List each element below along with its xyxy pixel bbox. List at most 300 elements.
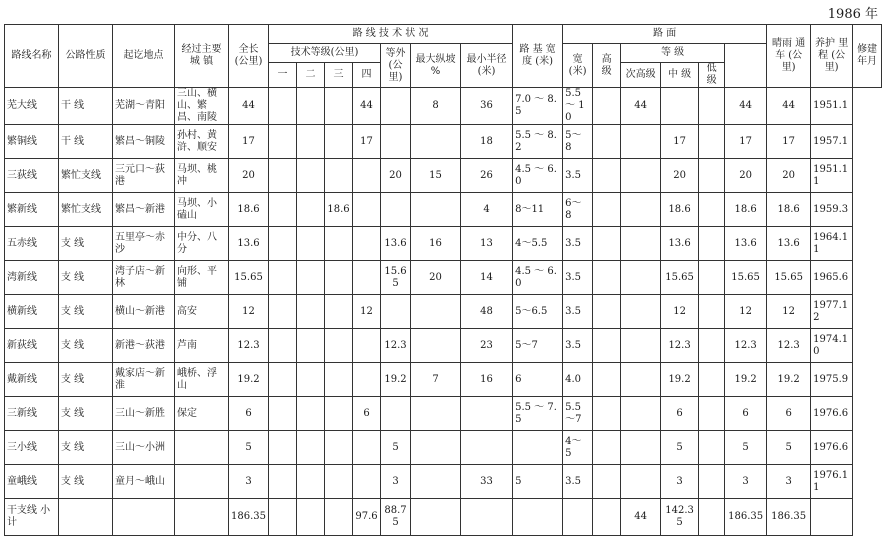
pavement-width-cell: 3.5	[563, 465, 593, 499]
min-radius-cell: 14	[461, 261, 513, 295]
all-weather-km-cell: 17	[725, 125, 767, 159]
table-row	[5, 193, 882, 227]
all-weather-km-cell: 5	[725, 431, 767, 465]
pavement-sub-high-cell	[621, 431, 661, 465]
grade-1-km-cell	[269, 193, 297, 227]
outer-km-cell: 20	[381, 159, 411, 193]
roadbed-width-cell: 5.5 ～ 7.5	[513, 397, 563, 431]
pavement-low-cell	[699, 193, 725, 227]
route-length-cell: 18.6	[229, 193, 269, 227]
min-radius-cell: 36	[461, 88, 513, 125]
route-name-cell: 繁新线	[5, 193, 59, 227]
route-range-cell: 三元口～荻港	[113, 159, 175, 193]
header-grade-4: 四	[353, 63, 381, 88]
grade-2-km-cell	[297, 261, 325, 295]
maintained-km-cell: 6	[767, 397, 811, 431]
route-range-cell: 戴家店～新淮	[113, 363, 175, 397]
route-towns-cell: 中分、八分	[175, 227, 229, 261]
table-row	[5, 397, 882, 431]
pavement-low-cell	[699, 227, 725, 261]
pavement-sub-high-cell	[621, 159, 661, 193]
pavement-high-cell	[593, 159, 621, 193]
built-date-cell: 1964.11	[811, 227, 853, 261]
route-towns-cell: 保定	[175, 397, 229, 431]
route-nature-cell: 支 线	[59, 261, 113, 295]
all-weather-km-cell: 6	[725, 397, 767, 431]
route-name-cell: 湾新线	[5, 261, 59, 295]
pavement-low-cell	[699, 431, 725, 465]
roadbed-width-cell: 4.5 ～ 6.0	[513, 159, 563, 193]
pavement-high-cell	[593, 329, 621, 363]
grade-4-km-cell: 44	[353, 88, 381, 125]
table-row	[5, 363, 882, 397]
grade-3-km-cell	[325, 431, 353, 465]
table-row	[5, 227, 882, 261]
grade-2-km-cell	[297, 329, 325, 363]
grade-2-km-cell	[297, 88, 325, 125]
grade-3-km-cell	[325, 397, 353, 431]
grade-4-km-cell	[353, 465, 381, 499]
pavement-mid-cell: 12.3	[661, 329, 699, 363]
route-towns-cell: 芦南	[175, 329, 229, 363]
pavement-high-cell	[593, 363, 621, 397]
pavement-low-cell	[699, 363, 725, 397]
route-towns-cell	[175, 465, 229, 499]
grade-2-km-cell	[297, 397, 325, 431]
grade-2-km-cell	[297, 431, 325, 465]
route-towns-cell	[175, 431, 229, 465]
pavement-mid-cell: 5	[661, 431, 699, 465]
route-name-cell: 戴新线	[5, 363, 59, 397]
route-range-cell: 湾子店～新林	[113, 261, 175, 295]
roadbed-width-cell: 8～11	[513, 193, 563, 227]
built-date-cell: 1951.1	[811, 88, 853, 125]
pavement-sub-high-cell	[621, 465, 661, 499]
all-weather-km-cell: 12	[725, 295, 767, 329]
header-sub-high: 次高级	[621, 63, 661, 88]
pavement-low-cell	[699, 465, 725, 499]
table-row	[5, 431, 882, 465]
built-date-cell: 1976.6	[811, 431, 853, 465]
pavement-low-cell	[699, 261, 725, 295]
grade-1-km-cell	[269, 329, 297, 363]
grade-3-km-cell	[325, 363, 353, 397]
pavement-mid-cell: 13.6	[661, 227, 699, 261]
route-name-cell: 新荻线	[5, 329, 59, 363]
total-maintained-cell: 186.35	[767, 499, 811, 536]
header-tech-grade: 技术等级(公里)	[269, 44, 381, 63]
all-weather-km-cell: 44	[725, 88, 767, 125]
grade-2-km-cell	[297, 159, 325, 193]
route-nature-cell: 支 线	[59, 431, 113, 465]
pavement-low-cell	[699, 125, 725, 159]
max-slope-cell	[411, 397, 461, 431]
year-label: 1986 年	[827, 7, 878, 22]
route-towns-cell: 孙村、黄浒、顺安	[175, 125, 229, 159]
header-pave-grade: 等 级	[621, 44, 725, 63]
header-mid: 中 级	[661, 63, 699, 88]
min-radius-cell: 26	[461, 159, 513, 193]
outer-km-cell: 3	[381, 465, 411, 499]
grade-3-km-cell	[325, 227, 353, 261]
maintained-km-cell: 17	[767, 125, 811, 159]
route-length-cell: 17	[229, 125, 269, 159]
route-range-cell: 五里亭～赤沙	[113, 227, 175, 261]
route-range-cell: 繁昌～铜陵	[113, 125, 175, 159]
outer-km-cell: 13.6	[381, 227, 411, 261]
header-built: 修建 年月	[853, 25, 882, 88]
maintained-km-cell: 44	[767, 88, 811, 125]
route-name-cell: 繁铜线	[5, 125, 59, 159]
min-radius-cell	[461, 397, 513, 431]
grade-4-km-cell	[353, 329, 381, 363]
header-pave-width: 宽 (米)	[563, 44, 593, 88]
roadbed-width-cell: 5～6.5	[513, 295, 563, 329]
route-name-cell: 三新线	[5, 397, 59, 431]
pavement-high-cell	[593, 431, 621, 465]
table-row	[5, 329, 882, 363]
table-row	[5, 159, 882, 193]
highway-table	[4, 24, 882, 536]
all-weather-km-cell: 18.6	[725, 193, 767, 227]
route-nature-cell: 支 线	[59, 363, 113, 397]
route-nature-cell: 干 线	[59, 88, 113, 125]
min-radius-cell: 16	[461, 363, 513, 397]
table-row	[5, 88, 882, 125]
pavement-width-cell: 4～ 5	[563, 431, 593, 465]
header-grade-3: 三	[325, 63, 353, 88]
header-pave-high: 高 级	[593, 44, 621, 88]
grade-3-km-cell	[325, 159, 353, 193]
pavement-width-cell: 3.5	[563, 261, 593, 295]
pavement-mid-cell: 19.2	[661, 363, 699, 397]
pavement-high-cell	[593, 261, 621, 295]
route-nature-cell: 干 线	[59, 125, 113, 159]
roadbed-width-cell: 5.5 ～ 8.2	[513, 125, 563, 159]
table-row	[5, 465, 882, 499]
all-weather-km-cell: 13.6	[725, 227, 767, 261]
max-slope-cell	[411, 193, 461, 227]
header-towns: 经过主要城 镇	[175, 25, 229, 88]
total-all-weather-cell: 186.35	[725, 499, 767, 536]
pavement-mid-cell: 12	[661, 295, 699, 329]
header-grade-1: 一	[269, 63, 297, 88]
route-range-cell: 三山～小洲	[113, 431, 175, 465]
grade-3-km-cell	[325, 88, 353, 125]
header-max-slope: 最大纵坡 %	[411, 44, 461, 88]
roadbed-width-cell: 4～5.5	[513, 227, 563, 261]
route-name-cell: 横新线	[5, 295, 59, 329]
header-roadbed-width: 路 基 宽 度 (米)	[513, 25, 563, 88]
route-nature-cell: 繁忙支线	[59, 193, 113, 227]
header-length: 全长 (公里)	[229, 25, 269, 88]
route-towns-cell: 三山、横山、繁昌、南陵	[175, 88, 229, 125]
grade-2-km-cell	[297, 363, 325, 397]
outer-km-cell: 15.65	[381, 261, 411, 295]
route-length-cell: 12.3	[229, 329, 269, 363]
pavement-high-cell	[593, 397, 621, 431]
route-range-cell: 繁昌～新港	[113, 193, 175, 227]
pavement-width-cell: 3.5	[563, 329, 593, 363]
table-row	[5, 125, 882, 159]
roadbed-width-cell: 6	[513, 363, 563, 397]
grade-1-km-cell	[269, 465, 297, 499]
header-tech-status: 路 线 技 术 状 况	[269, 25, 513, 44]
grade-3-km-cell	[325, 125, 353, 159]
route-towns-cell: 峨桥、浮山	[175, 363, 229, 397]
maintained-km-cell: 5	[767, 431, 811, 465]
route-range-cell: 三山～新胜	[113, 397, 175, 431]
table-row	[5, 295, 882, 329]
table-body	[5, 88, 882, 536]
max-slope-cell	[411, 465, 461, 499]
maintained-km-cell: 15.65	[767, 261, 811, 295]
header-range: 起讫地点	[113, 25, 175, 88]
pavement-low-cell	[699, 88, 725, 125]
outer-km-cell	[381, 295, 411, 329]
grade-4-km-cell: 6	[353, 397, 381, 431]
built-date-cell: 1974.10	[811, 329, 853, 363]
route-range-cell: 新港～荻港	[113, 329, 175, 363]
grade-2-km-cell	[297, 125, 325, 159]
pavement-mid-cell: 17	[661, 125, 699, 159]
header-all-weather: 晴雨 通车 (公里)	[767, 25, 811, 88]
header-grade-2: 二	[297, 63, 325, 88]
max-slope-cell: 20	[411, 261, 461, 295]
pavement-width-cell: 4.0	[563, 363, 593, 397]
route-nature-cell: 繁忙支线	[59, 159, 113, 193]
pavement-sub-high-cell: 44	[621, 88, 661, 125]
roadbed-width-cell: 5～7	[513, 329, 563, 363]
route-towns-cell: 马坝、桃冲	[175, 159, 229, 193]
min-radius-cell: 4	[461, 193, 513, 227]
total-grade-4-cell: 97.6	[353, 499, 381, 536]
total-outer-cell: 88.75	[381, 499, 411, 536]
max-slope-cell: 16	[411, 227, 461, 261]
built-date-cell: 1977.12	[811, 295, 853, 329]
outer-km-cell: 19.2	[381, 363, 411, 397]
pavement-sub-high-cell	[621, 193, 661, 227]
min-radius-cell: 33	[461, 465, 513, 499]
pavement-mid-cell: 6	[661, 397, 699, 431]
pavement-width-cell: 5.5 ～7	[563, 397, 593, 431]
route-length-cell: 12	[229, 295, 269, 329]
pavement-mid-cell: 18.6	[661, 193, 699, 227]
route-name-cell: 三小线	[5, 431, 59, 465]
pavement-high-cell	[593, 88, 621, 125]
roadbed-width-cell	[513, 431, 563, 465]
route-towns-cell: 向形、平铺	[175, 261, 229, 295]
grade-4-km-cell	[353, 227, 381, 261]
outer-km-cell	[381, 125, 411, 159]
pavement-width-cell: 3.5	[563, 295, 593, 329]
header-outer: 等外 (公里)	[381, 44, 411, 88]
pavement-low-cell	[699, 159, 725, 193]
grade-4-km-cell	[353, 363, 381, 397]
pavement-mid-cell: 20	[661, 159, 699, 193]
pavement-width-cell: 6～ 8	[563, 193, 593, 227]
pavement-high-cell	[593, 465, 621, 499]
total-mid-cell: 142.35	[661, 499, 699, 536]
pavement-sub-high-cell	[621, 329, 661, 363]
route-range-cell: 芜湖～青阳	[113, 88, 175, 125]
pavement-sub-high-cell	[621, 363, 661, 397]
route-range-cell: 横山～新港	[113, 295, 175, 329]
grade-3-km-cell	[325, 465, 353, 499]
pavement-mid-cell	[661, 88, 699, 125]
total-length-cell: 186.35	[229, 499, 269, 536]
all-weather-km-cell: 19.2	[725, 363, 767, 397]
pavement-sub-high-cell	[621, 227, 661, 261]
outer-km-cell: 12.3	[381, 329, 411, 363]
route-name-cell: 童峨线	[5, 465, 59, 499]
table-row	[5, 261, 882, 295]
pavement-high-cell	[593, 295, 621, 329]
max-slope-cell: 7	[411, 363, 461, 397]
pavement-sub-high-cell	[621, 261, 661, 295]
route-length-cell: 19.2	[229, 363, 269, 397]
grade-3-km-cell	[325, 261, 353, 295]
total-sub-high-cell: 44	[621, 499, 661, 536]
max-slope-cell: 15	[411, 159, 461, 193]
header-name: 路线名称	[5, 25, 59, 88]
pavement-width-cell: 3.5	[563, 227, 593, 261]
grade-3-km-cell	[325, 329, 353, 363]
grade-2-km-cell	[297, 295, 325, 329]
grade-1-km-cell	[269, 261, 297, 295]
maintained-km-cell: 19.2	[767, 363, 811, 397]
min-radius-cell: 23	[461, 329, 513, 363]
min-radius-cell: 13	[461, 227, 513, 261]
min-radius-cell	[461, 431, 513, 465]
all-weather-km-cell: 3	[725, 465, 767, 499]
roadbed-width-cell: 5	[513, 465, 563, 499]
max-slope-cell	[411, 431, 461, 465]
pavement-mid-cell: 3	[661, 465, 699, 499]
pavement-low-cell	[699, 295, 725, 329]
all-weather-km-cell: 15.65	[725, 261, 767, 295]
header-row-1	[5, 25, 882, 44]
route-range-cell: 童月～峨山	[113, 465, 175, 499]
built-date-cell: 1951.11	[811, 159, 853, 193]
route-name-cell: 五赤线	[5, 227, 59, 261]
max-slope-cell	[411, 329, 461, 363]
grade-3-km-cell: 18.6	[325, 193, 353, 227]
maintained-km-cell: 18.6	[767, 193, 811, 227]
pavement-low-cell	[699, 329, 725, 363]
route-length-cell: 15.65	[229, 261, 269, 295]
built-date-cell: 1965.6	[811, 261, 853, 295]
maintained-km-cell: 12.3	[767, 329, 811, 363]
pavement-sub-high-cell	[621, 125, 661, 159]
grade-1-km-cell	[269, 125, 297, 159]
pavement-sub-high-cell	[621, 295, 661, 329]
built-date-cell: 1976.11	[811, 465, 853, 499]
route-length-cell: 3	[229, 465, 269, 499]
grade-2-km-cell	[297, 227, 325, 261]
maintained-km-cell: 3	[767, 465, 811, 499]
route-nature-cell: 支 线	[59, 295, 113, 329]
grade-3-km-cell	[325, 295, 353, 329]
maintained-km-cell: 20	[767, 159, 811, 193]
min-radius-cell: 48	[461, 295, 513, 329]
maintained-km-cell: 13.6	[767, 227, 811, 261]
all-weather-km-cell: 20	[725, 159, 767, 193]
header-low: 低 级	[699, 63, 725, 88]
built-date-cell: 1959.3	[811, 193, 853, 227]
pavement-low-cell	[699, 397, 725, 431]
grade-2-km-cell	[297, 465, 325, 499]
maintained-km-cell: 12	[767, 295, 811, 329]
total-label-cell: 干支线 小 计	[5, 499, 59, 536]
pavement-high-cell	[593, 227, 621, 261]
built-date-cell: 1976.6	[811, 397, 853, 431]
route-length-cell: 20	[229, 159, 269, 193]
grade-1-km-cell	[269, 431, 297, 465]
route-nature-cell: 支 线	[59, 329, 113, 363]
pavement-width-cell: 3.5	[563, 159, 593, 193]
roadbed-width-cell: 7.0 ～ 8.5	[513, 88, 563, 125]
grade-1-km-cell	[269, 159, 297, 193]
route-nature-cell: 支 线	[59, 397, 113, 431]
all-weather-km-cell: 12.3	[725, 329, 767, 363]
min-radius-cell: 18	[461, 125, 513, 159]
pavement-width-cell: 5.5 ～ 10	[563, 88, 593, 125]
outer-km-cell	[381, 193, 411, 227]
pavement-high-cell	[593, 125, 621, 159]
header-maintained: 养护 里程 (公里)	[811, 25, 853, 88]
grade-1-km-cell	[269, 397, 297, 431]
built-date-cell: 1975.9	[811, 363, 853, 397]
pavement-mid-cell: 15.65	[661, 261, 699, 295]
grade-1-km-cell	[269, 88, 297, 125]
header-min-radius: 最小半径 (米)	[461, 44, 513, 88]
grade-1-km-cell	[269, 295, 297, 329]
grade-1-km-cell	[269, 227, 297, 261]
grade-2-km-cell	[297, 193, 325, 227]
grade-4-km-cell: 12	[353, 295, 381, 329]
pavement-high-cell	[593, 193, 621, 227]
outer-km-cell	[381, 397, 411, 431]
route-towns-cell: 高安	[175, 295, 229, 329]
grade-4-km-cell	[353, 193, 381, 227]
pavement-sub-high-cell	[621, 397, 661, 431]
route-length-cell: 6	[229, 397, 269, 431]
roadbed-width-cell: 4.5 ～ 6.0	[513, 261, 563, 295]
max-slope-cell	[411, 125, 461, 159]
route-name-cell: 三荻线	[5, 159, 59, 193]
outer-km-cell	[381, 88, 411, 125]
pavement-width-cell: 5～ 8	[563, 125, 593, 159]
grade-4-km-cell	[353, 261, 381, 295]
max-slope-cell: 8	[411, 88, 461, 125]
grade-4-km-cell	[353, 431, 381, 465]
route-name-cell: 芜大线	[5, 88, 59, 125]
grade-4-km-cell: 17	[353, 125, 381, 159]
route-length-cell: 5	[229, 431, 269, 465]
route-length-cell: 44	[229, 88, 269, 125]
built-date-cell: 1957.1	[811, 125, 853, 159]
grade-1-km-cell	[269, 363, 297, 397]
grade-4-km-cell	[353, 159, 381, 193]
route-length-cell: 13.6	[229, 227, 269, 261]
header-pavement: 路 面	[563, 25, 767, 44]
route-towns-cell: 马坝、小磕山	[175, 193, 229, 227]
outer-km-cell: 5	[381, 431, 411, 465]
max-slope-cell	[411, 295, 461, 329]
route-nature-cell: 支 线	[59, 227, 113, 261]
header-nature: 公路性质	[59, 25, 113, 88]
